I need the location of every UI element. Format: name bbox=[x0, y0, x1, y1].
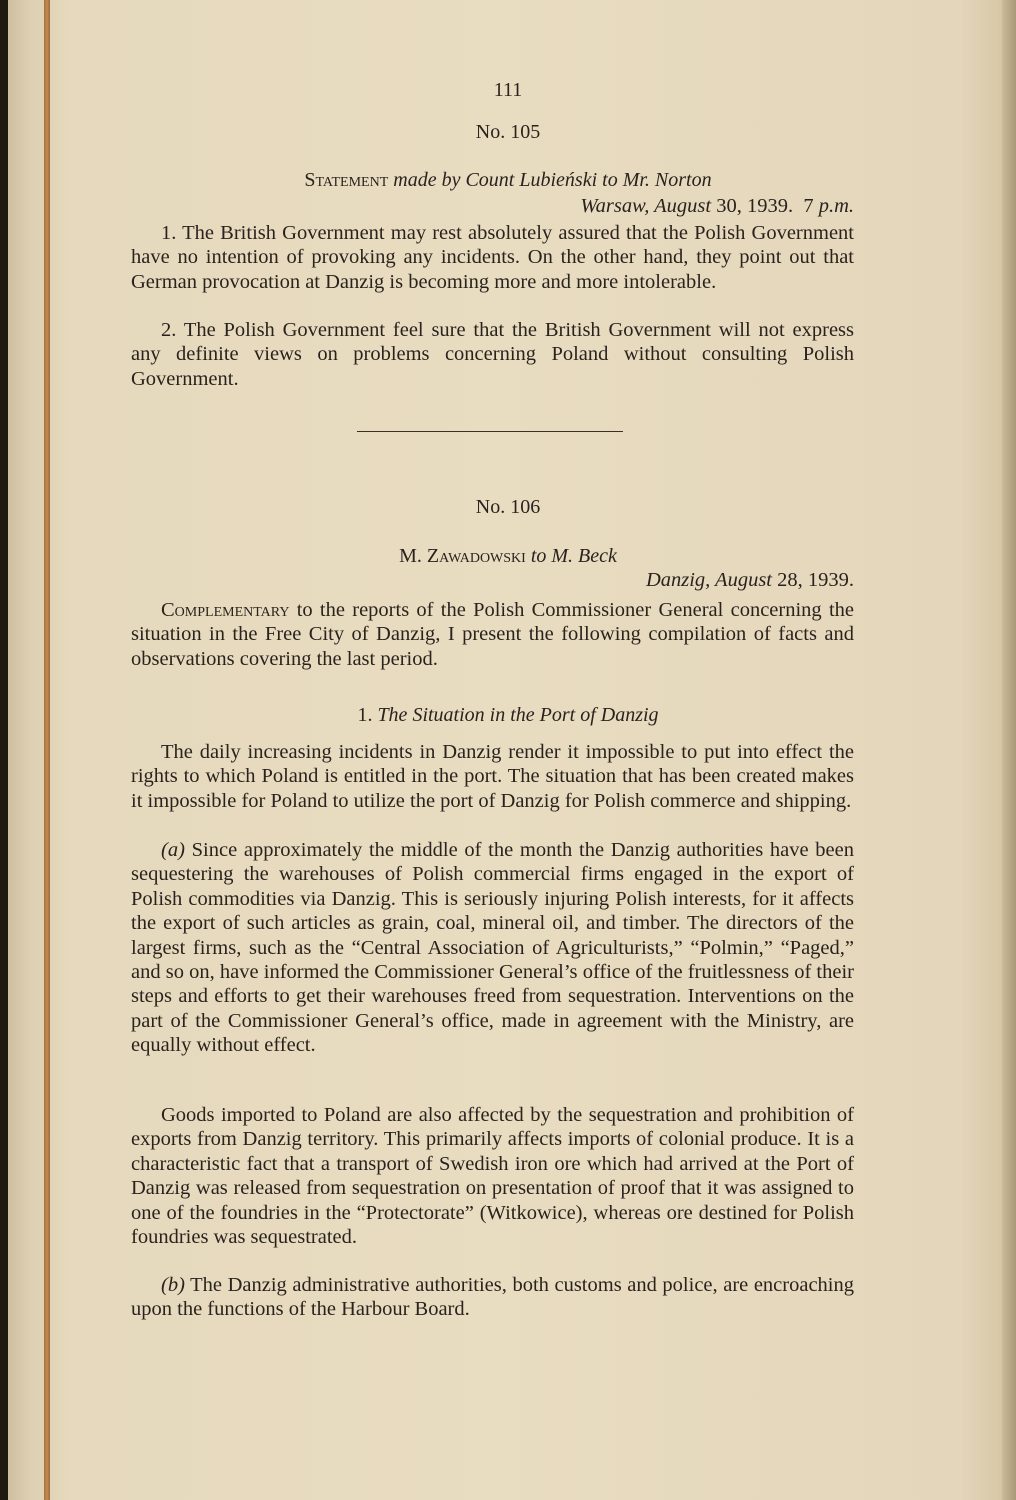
doc-105-dateline bbox=[131, 194, 854, 218]
doc-106-number: No. 106 bbox=[475, 496, 541, 518]
doc-106-paragraph-a bbox=[131, 838, 854, 1058]
doc-106-dateline bbox=[131, 568, 854, 592]
doc-105-number: No. 105 bbox=[475, 121, 541, 143]
paragraph-b-text: The Danzig administrative authorities, both customs and police, are encroaching upon the functions of the Harbour Board. bbox=[131, 1274, 854, 1321]
page-number: 111 bbox=[493, 79, 523, 101]
doc-105-heading bbox=[0, 168, 1016, 192]
doc-105-paragraph-1: 1. The British Government may rest absolutely assured that the Polish Government have no intention of provoking any incidents. On the other hand, they point out that German provocation at Danzig is becoming more and more intolerable. bbox=[131, 222, 854, 293]
section-title: The Situation in the Port of Danzig bbox=[377, 704, 659, 726]
section-number: 1. bbox=[357, 704, 373, 726]
paragraph-b-label: (b) bbox=[161, 1274, 185, 1296]
doc-105-time-num: 7 bbox=[803, 195, 814, 217]
doc-106-place-date: Danzig, August bbox=[645, 569, 772, 591]
doc-106-to: to M. Beck bbox=[530, 545, 617, 567]
doc-106-paragraph-imports: Goods imported to Poland are also affected by the sequestration and prohibition of exports from Danzig territory. This primarily affects imports of colonial produce. It is a characteristic fact that a transport of Swedish iron ore which had arrived at the Port of Danzig was released from sequestration on presentation of proof that it was assigned to one of the foundries in the “Protectorate” (Witkowice), whereas ore destined for Polish foundries was sequestrated. bbox=[131, 1104, 854, 1249]
doc-106-intro-lead: Complementary bbox=[161, 599, 290, 621]
doc-105-day-year: 30, 1939. bbox=[716, 195, 794, 217]
doc-106-heading bbox=[0, 544, 1016, 568]
paragraph-a-label: (a) bbox=[161, 839, 185, 861]
page-edge bbox=[1002, 0, 1016, 1500]
paragraph-a-text: Since approximately the middle of the month the Danzig authorities have been sequestering the warehouses of Polish commercial firms engaged in the export of Polish commodities via Danzig. This is seriously injuring Polish interests, for it affects the export of such articles as grain, coal, mineral oil, and timber. The directors of the largest firms, such as the “Central Association of Agriculturists,” “Polmin,” “Paged,” and so on, have informed the Commissioner General’s office of the fruitlessness of their steps and efforts to get their warehouses freed from sequestration. Interventions on the part of the Commissioner General’s office, made in agreement with the Ministry, are equally without effect. bbox=[131, 839, 855, 1057]
doc-105-paragraph-2: 2. The Polish Government feel sure that the British Government will not express any definite views on problems concerning Poland without consulting Polish Government. bbox=[131, 319, 854, 390]
doc-105-time-unit: p.m. bbox=[818, 195, 854, 217]
book-edge bbox=[0, 0, 8, 1500]
section-divider bbox=[357, 431, 623, 432]
doc-106-from: M. Zawadowski bbox=[399, 545, 526, 567]
doc-106-paragraph-situation: The daily increasing incidents in Danzig render it impossible to put into effect the rights to which Poland is entitled in the port. The situation that has been created makes it impossible for Poland to utilize the port of Danzig for Polish commerce and shipping. bbox=[131, 741, 854, 812]
doc-105-heading-lead: Statement bbox=[304, 169, 389, 191]
doc-106-paragraph-b bbox=[131, 1273, 854, 1322]
doc-106-day-year: 28, 1939. bbox=[777, 569, 854, 591]
doc-106-intro-rest: to the reports of the Polish Commissioner General concerning the situation in the Free City of Danzig, I present the following compilation of facts and observations covering the last period. bbox=[131, 599, 854, 670]
binding-spine bbox=[44, 0, 50, 1500]
doc-106-section-heading bbox=[0, 703, 1016, 727]
doc-105-heading-rest: made by Count Lubieński to Mr. Norton bbox=[393, 169, 712, 191]
doc-106-intro bbox=[131, 598, 854, 671]
doc-105-place-date: Warsaw, August bbox=[580, 195, 712, 217]
